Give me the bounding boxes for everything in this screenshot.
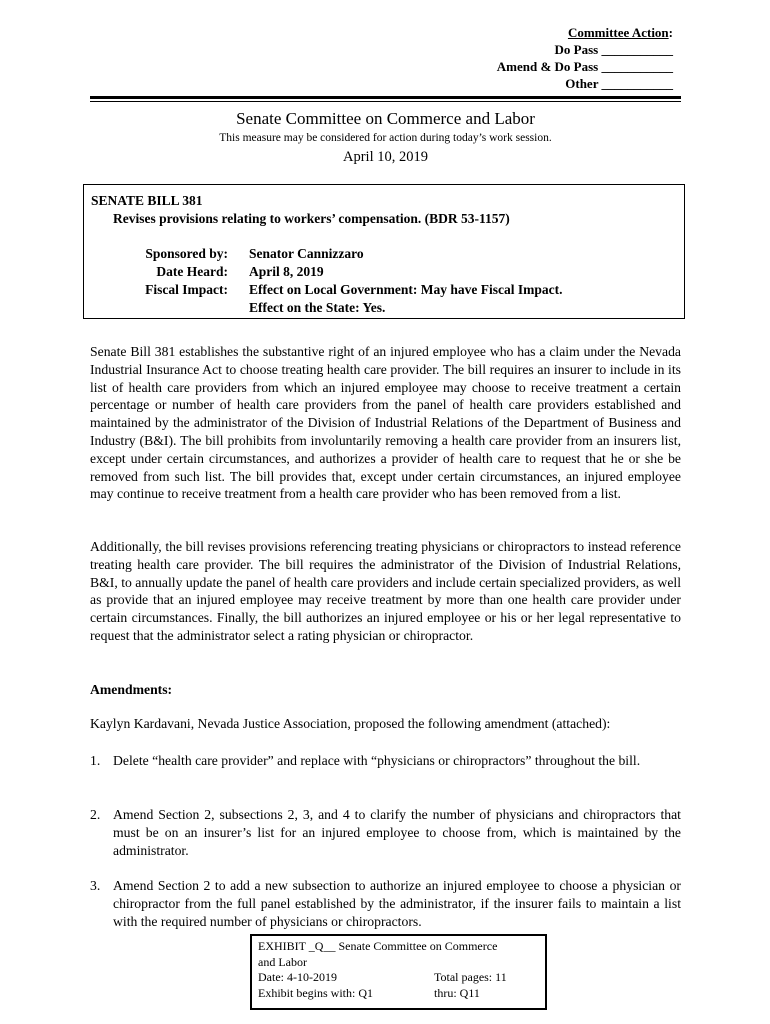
label-date-heard: Date Heard: xyxy=(156,264,228,279)
summary-paragraph-2: Additionally, the bill revises provisions referencing treating physicians or chiropractors to instead reference treating health care provider. The bill requires the administrator of the Division of Industrial Relations, B&I, to annually update the panel of health care providers and include certain specialized providers, as well as provide that an injured employee may receive treatment by more than one health care provider under certain circumstances. Finally, the bill authorizes an injured employee or his or her legal representative to request that the administrator select a rating physician or chiropractor. xyxy=(90,539,681,643)
amendment-number: 3. xyxy=(90,878,101,893)
session-date: April 10, 2019 xyxy=(343,149,428,165)
amendments-heading: Amendments: xyxy=(90,682,173,697)
bill-summary-box xyxy=(83,184,685,319)
action-other: Other ___________ xyxy=(565,76,673,91)
label-fiscal-impact: Fiscal Impact: xyxy=(145,282,228,297)
amendments-intro: Kaylyn Kardavani, Nevada Justice Association, proposed the following amendment (attached): xyxy=(90,716,611,731)
amendment-text: Amend Section 2, subsections 2, 3, and 4 to clarify the number of physicians and chiropractors that must be on an insurer’s list for an injured employee to choose from, which is maintained by the administrator. xyxy=(113,807,681,858)
amendment-text: Delete “health care provider” and replace with “physicians or chiropractors” throughout the bill. xyxy=(113,753,641,768)
action-amend-do-pass: Amend & Do Pass ___________ xyxy=(496,59,673,74)
summary-paragraph-1: Senate Bill 381 establishes the substantive right of an injured employee who has a claim under the Nevada Industrial Insurance Act to choose treating health care provider. The bill requires an insurer to include in its list of health care providers from which an injured employee may choose to receive treatment a certain percentage or number of health care providers from the panel of health care providers established and maintained by the administrator of the Division of Industrial Relations of the Department of Business and Industry (B&I). The bill prohibits from involuntarily removing a health care provider from an insurers list, except under certain circumstances, and authorizes a provider of health care to request that he or she be removed from such list. The bill provides that, except under certain circumstances, an injured employee may continue to receive treatment from a health care provider who has been removed from a list. xyxy=(90,344,681,502)
exhibit-range-row xyxy=(258,986,543,1002)
bill-description: Revises provisions relating to workers’ compensation. (BDR 53-1157) xyxy=(113,211,510,226)
bill-number: SENATE BILL 381 xyxy=(91,193,203,208)
value-date-heard: April 8, 2019 xyxy=(249,264,324,279)
amendment-text: Amend Section 2 to add a new subsection to authorize an injured employee to choose a physician or chiropractor from the full panel established by the administrator, if the insurer fails to maintain a list with the required number of physicians or chiropractors. xyxy=(113,878,681,929)
work-session-note: This measure may be considered for action during today’s work session. xyxy=(219,132,552,144)
amendment-item xyxy=(90,752,681,770)
committee-action-block xyxy=(453,24,673,92)
amendment-item xyxy=(90,806,681,859)
exhibit-date: Date: 4-10-2019 xyxy=(258,970,337,984)
value-fiscal-state: Effect on the State: Yes. xyxy=(249,300,386,315)
amendment-number: 1. xyxy=(90,753,101,768)
value-sponsor: Senator Cannizzaro xyxy=(249,246,364,261)
amendment-number: 2. xyxy=(90,807,101,822)
label-sponsored-by: Sponsored by: xyxy=(145,246,228,261)
value-fiscal-local: Effect on Local Government: May have Fiscal Impact. xyxy=(249,282,563,297)
committee-action-colon: : xyxy=(668,25,673,40)
committee-title: Senate Committee on Commerce and Labor xyxy=(236,109,535,128)
header-rule-thin xyxy=(90,101,681,102)
exhibit-thru: thru: Q11 xyxy=(434,985,480,1000)
exhibit-begins: Exhibit begins with: Q1 xyxy=(258,985,373,1000)
exhibit-date-row xyxy=(258,970,543,986)
amendment-item xyxy=(90,877,681,930)
bill-field-labels xyxy=(84,245,228,299)
header-rule-thick xyxy=(90,96,681,99)
exhibit-total-pages: Total pages: 11 xyxy=(434,970,507,984)
bill-field-values xyxy=(249,245,562,317)
exhibit-line-1: EXHIBIT _Q__ Senate Committee on Commerce xyxy=(258,939,498,953)
committee-action-heading: Committee Action xyxy=(567,25,669,40)
exhibit-stamp xyxy=(250,934,547,1010)
exhibit-line-2: and Labor xyxy=(258,954,307,969)
action-do-pass: Do Pass ___________ xyxy=(554,42,673,57)
